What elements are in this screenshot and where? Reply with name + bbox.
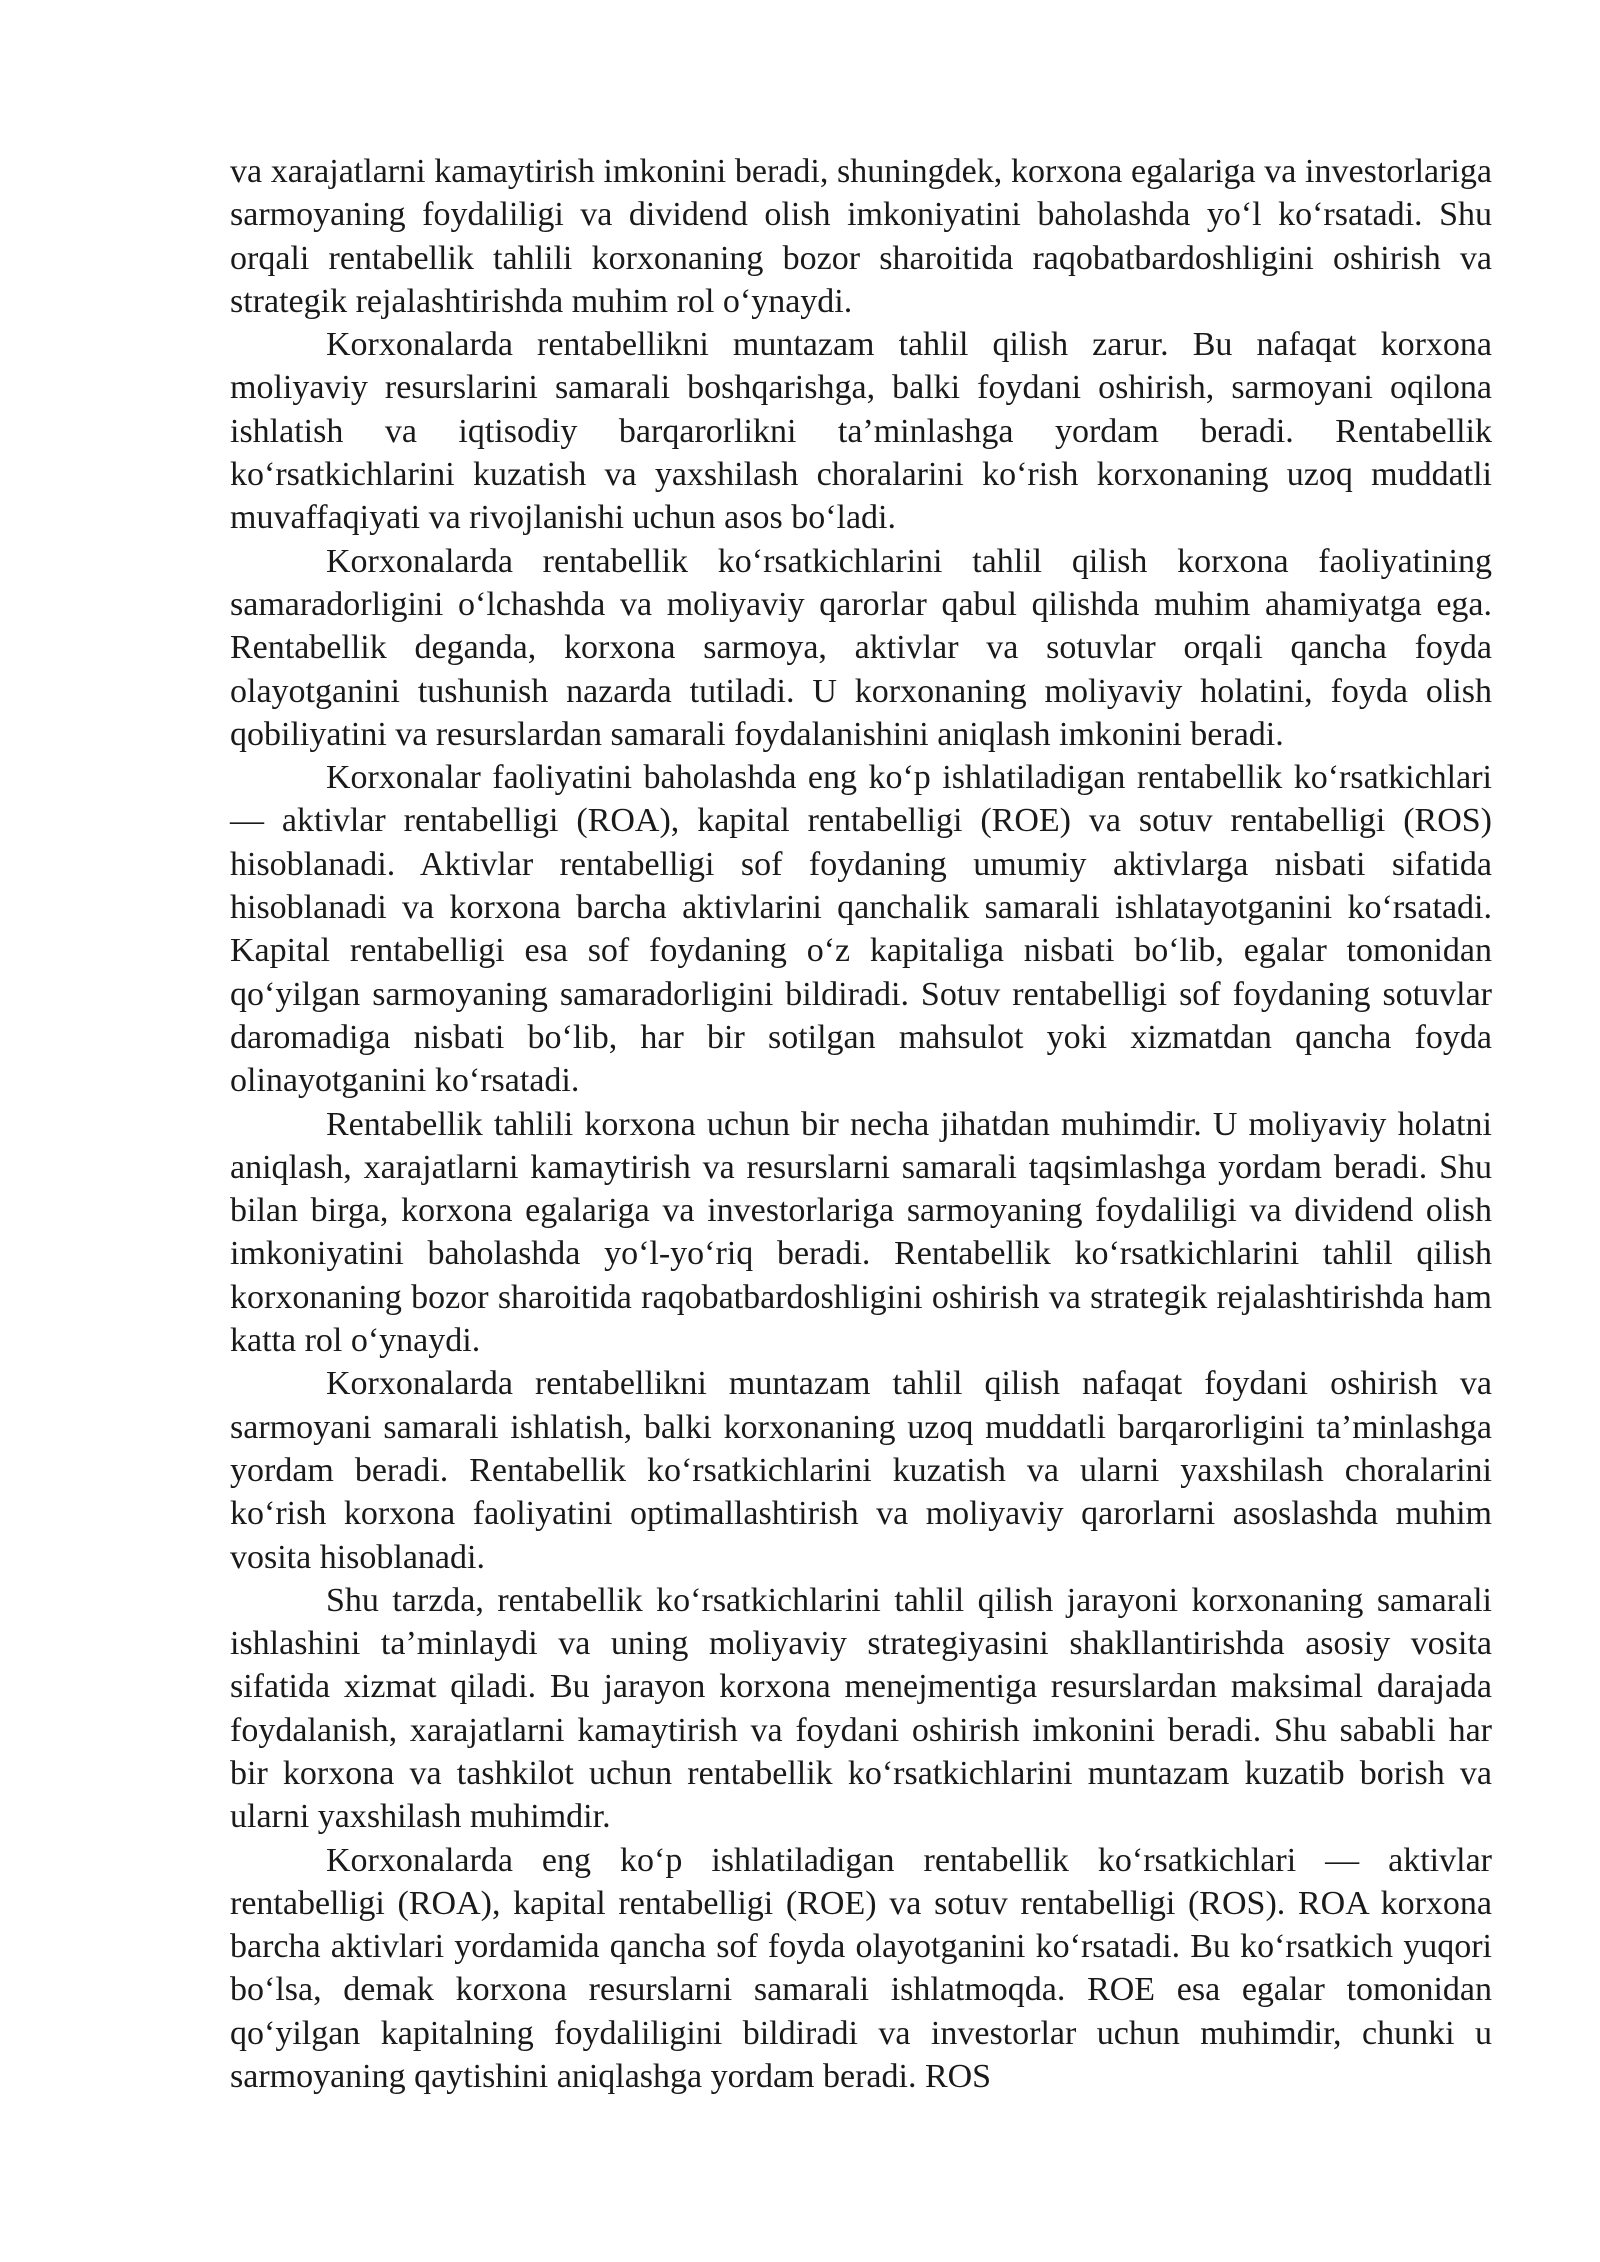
- paragraph: Shu tarzda, rentabellik ko‘rsatkichlarini tahlil qilish jarayoni korxonaning samarali ishlashini ta’minlaydi va uning moliyaviy strategiyasini shakllantirishda asosiy vosita sifatida xizmat qiladi. Bu jarayon korxona menejmentiga resurslardan maksimal darajada foydalanish, xarajatlarni kamaytirish va foydani oshirish imkonini beradi. Shu sababli har bir korxona va tashkilot uchun rentabellik ko‘rsatkichlarini muntazam kuzatib borish va ularni yaxshilash muhimdir.: [230, 1581, 1492, 1836]
- paragraph: Korxonalarda rentabellikni muntazam tahlil qilish zarur. Bu nafaqat korxona moliyaviy resurslarini samarali boshqarishga, balki foydani oshirish, sarmoyani oqilona ishlatish va iqtisodiy barqarorlikni ta’minlashga yordam beradi. Rentabellik ko‘rsatkichlarini kuzatish va yaxshilash choralarini ko‘rish korxonaning uzoq muddatli muvaffaqiyati va rivojlanishi uchun asos bo‘ladi.: [230, 326, 1492, 537]
- paragraph: Korxonalarda rentabellik ko‘rsatkichlarini tahlil qilish korxona faoliyatining samaradorligini o‘lchashda va moliyaviy qarorlar qabul qilishda muhim ahamiyatga ega. Rentabellik deganda, korxona sarmoya, aktivlar va sotuvlar orqali qancha foyda olayotganini tushunish nazarda tutiladi. U korxonaning moliyaviy holatini, foyda olish qobiliyatini va resurslardan samarali foydalanishini aniqlash imkonini beradi.: [230, 542, 1492, 753]
- paragraph: Korxonalarda rentabellikni muntazam tahlil qilish nafaqat foydani oshirish va sarmoyani samarali ishlatish, balki korxonaning uzoq muddatli barqarorligini ta’minlashga yordam beradi. Rentabellik ko‘rsatkichlarini kuzatish va ularni yaxshilash choralarini ko‘rish korxona faoliyatini optimallashtirish va moliyaviy qarorlarni asoslashda muhim vosita hisoblanadi.: [230, 1365, 1492, 1576]
- paragraph: Korxonalar faoliyatini baholashda eng ko‘p ishlatiladigan rentabellik ko‘rsatkichlari — aktivlar rentabelligi (ROA), kapital rentabelligi (ROE) va sotuv rentabelligi (ROS) hisoblanadi. Aktivlar rentabelligi sof foydaning umumiy aktivlarga nisbati sifatida hisoblanadi va korxona barcha aktivlarini qanchalik samarali ishlatayotganini ko‘rsatadi. Kapital rentabelligi esa sof foydaning o‘z kapitaliga nisbati bo‘lib, egalar tomonidan qo‘yilgan sarmoyaning samaradorligini bildiradi. Sotuv rentabelligi sof foydaning sotuvlar daromadiga nisbati bo‘lib, har bir sotilgan mahsulot yoki xizmatdan qancha foyda olinayotganini ko‘rsatadi.: [230, 759, 1492, 1100]
- paragraph-continuation: va xarajatlarni kamaytirish imkonini beradi, shuningdek, korxona egalariga va investorlariga sarmoyaning foydaliligi va dividend olish imkoniyatini baholashda yo‘l ko‘rsatadi. Shu orqali rentabellik tahlili korxonaning bozor sharoitida raqobatbardoshligini oshirish va strategik rejalashtirishda muhim rol o‘ynaydi.: [230, 153, 1492, 320]
- document-page: [230, 150, 1492, 2098]
- paragraph: Rentabellik tahlili korxona uchun bir necha jihatdan muhimdir. U moliyaviy holatni aniqlash, xarajatlarni kamaytirish va resurslarni samarali taqsimlashga yordam beradi. Shu bilan birga, korxona egalariga va investorlariga sarmoyaning foydaliligi va dividend olish imkoniyatini baholashda yo‘l-yo‘riq beradi. Rentabellik ko‘rsatkichlarini tahlil qilish korxonaning bozor sharoitida raqobatbardoshligini oshirish va strategik rejalashtirishda ham katta rol o‘ynaydi.: [230, 1105, 1492, 1360]
- paragraph: Korxonalarda eng ko‘p ishlatiladigan rentabellik ko‘rsatkichlari — aktivlar rentabelligi (ROA), kapital rentabelligi (ROE) va sotuv rentabelligi (ROS). ROA korxona barcha aktivlari yordamida qancha sof foyda olayotganini ko‘rsatadi. Bu ko‘rsatkich yuqori bo‘lsa, demak korxona resurslarni samarali ishlatmoqda. ROE esa egalar tomonidan qo‘yilgan kapitalning foydaliligini bildiradi va investorlar uchun muhimdir, chunki u sarmoyaning qaytishini aniqlashga yordam beradi. ROS: [230, 1841, 1492, 2096]
